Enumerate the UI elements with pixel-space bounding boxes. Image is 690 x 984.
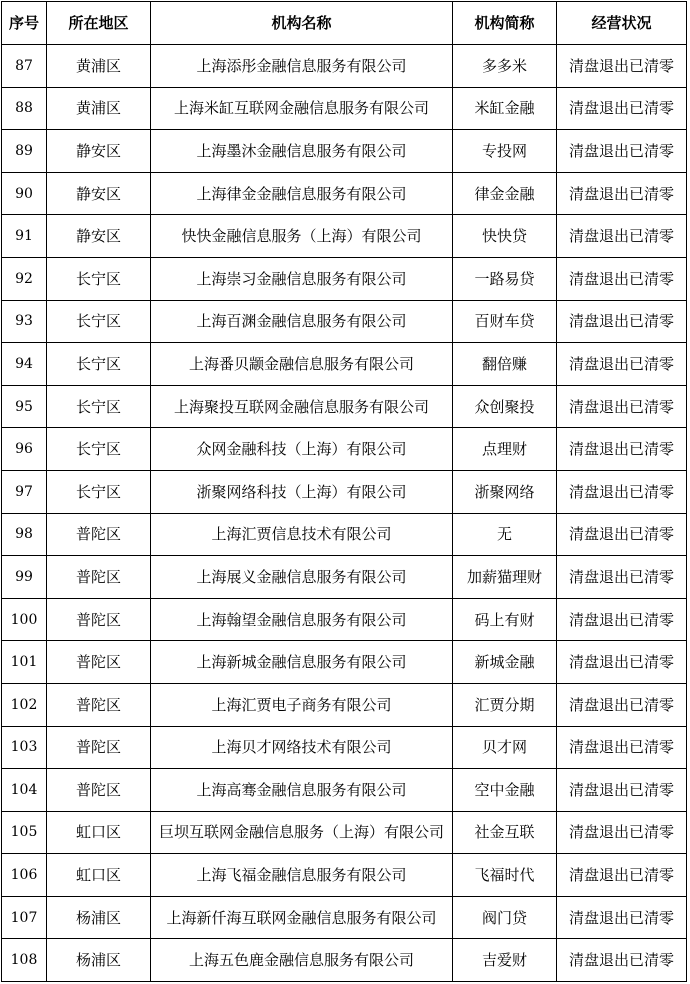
table-row (2, 939, 687, 982)
cell-status: 清盘退出已清零 (557, 896, 687, 939)
table-row (2, 896, 687, 939)
cell-short-name: 加薪猫理财 (453, 556, 557, 599)
cell-status: 清盘退出已清零 (557, 130, 687, 173)
cell-status: 清盘退出已清零 (557, 811, 687, 854)
cell-short-name: 众创聚投 (453, 385, 557, 428)
cell-short-name: 社金互联 (453, 811, 557, 854)
table-row (2, 470, 687, 513)
table-row (2, 215, 687, 258)
header-name: 机构名称 (151, 2, 453, 45)
cell-district: 黄浦区 (47, 87, 151, 130)
cell-name: 上海五色鹿金融信息服务有限公司 (151, 939, 453, 982)
cell-seq: 98 (2, 513, 47, 556)
cell-status: 清盘退出已清零 (557, 598, 687, 641)
cell-name: 上海墨沐金融信息服务有限公司 (151, 130, 453, 173)
cell-seq: 108 (2, 939, 47, 982)
cell-name: 快快金融信息服务（上海）有限公司 (151, 215, 453, 258)
cell-seq: 101 (2, 641, 47, 684)
header-district: 所在地区 (47, 2, 151, 45)
header-row (2, 2, 687, 45)
table-row (2, 257, 687, 300)
cell-seq: 106 (2, 854, 47, 897)
cell-seq: 88 (2, 87, 47, 130)
cell-seq: 89 (2, 130, 47, 173)
cell-seq: 87 (2, 45, 47, 88)
cell-district: 长宁区 (47, 343, 151, 386)
table-row (2, 854, 687, 897)
cell-status: 清盘退出已清零 (557, 726, 687, 769)
cell-district: 长宁区 (47, 470, 151, 513)
cell-status: 清盘退出已清零 (557, 172, 687, 215)
cell-district: 普陀区 (47, 683, 151, 726)
cell-name: 上海新城金融信息服务有限公司 (151, 641, 453, 684)
cell-name: 浙聚网络科技（上海）有限公司 (151, 470, 453, 513)
cell-status: 清盘退出已清零 (557, 641, 687, 684)
cell-name: 上海新仟海互联网金融信息服务有限公司 (151, 896, 453, 939)
cell-district: 普陀区 (47, 598, 151, 641)
cell-short-name: 米缸金融 (453, 87, 557, 130)
cell-name: 上海添彤金融信息服务有限公司 (151, 45, 453, 88)
institution-table (1, 1, 687, 982)
cell-short-name: 空中金融 (453, 769, 557, 812)
cell-short-name: 汇贾分期 (453, 683, 557, 726)
cell-status: 清盘退出已清零 (557, 45, 687, 88)
cell-district: 普陀区 (47, 726, 151, 769)
cell-short-name: 百财车贷 (453, 300, 557, 343)
cell-name: 上海贝才网络技术有限公司 (151, 726, 453, 769)
cell-district: 普陀区 (47, 769, 151, 812)
cell-short-name: 吉爱财 (453, 939, 557, 982)
cell-district: 黄浦区 (47, 45, 151, 88)
cell-status: 清盘退出已清零 (557, 428, 687, 471)
cell-status: 清盘退出已清零 (557, 470, 687, 513)
cell-status: 清盘退出已清零 (557, 854, 687, 897)
cell-district: 长宁区 (47, 300, 151, 343)
cell-name: 上海高骞金融信息服务有限公司 (151, 769, 453, 812)
cell-status: 清盘退出已清零 (557, 385, 687, 428)
cell-district: 杨浦区 (47, 939, 151, 982)
table-row (2, 45, 687, 88)
cell-district: 长宁区 (47, 257, 151, 300)
cell-name: 上海聚投互联网金融信息服务有限公司 (151, 385, 453, 428)
header-short-name: 机构简称 (453, 2, 557, 45)
cell-seq: 103 (2, 726, 47, 769)
cell-name: 众网金融科技（上海）有限公司 (151, 428, 453, 471)
table-row (2, 87, 687, 130)
cell-short-name: 翻倍赚 (453, 343, 557, 386)
cell-seq: 94 (2, 343, 47, 386)
cell-short-name: 无 (453, 513, 557, 556)
cell-short-name: 快快贷 (453, 215, 557, 258)
cell-name: 上海汇贾信息技术有限公司 (151, 513, 453, 556)
table-row (2, 513, 687, 556)
cell-short-name: 点理财 (453, 428, 557, 471)
table-row (2, 641, 687, 684)
cell-district: 杨浦区 (47, 896, 151, 939)
cell-short-name: 多多米 (453, 45, 557, 88)
header-status: 经营状况 (557, 2, 687, 45)
cell-name: 上海番贝颛金融信息服务有限公司 (151, 343, 453, 386)
cell-seq: 97 (2, 470, 47, 513)
cell-short-name: 码上有财 (453, 598, 557, 641)
cell-short-name: 一路易贷 (453, 257, 557, 300)
table-row (2, 726, 687, 769)
cell-short-name: 浙聚网络 (453, 470, 557, 513)
cell-district: 静安区 (47, 172, 151, 215)
cell-seq: 90 (2, 172, 47, 215)
cell-status: 清盘退出已清零 (557, 257, 687, 300)
cell-district: 长宁区 (47, 428, 151, 471)
cell-seq: 96 (2, 428, 47, 471)
cell-name: 上海百渊金融信息服务有限公司 (151, 300, 453, 343)
cell-name: 上海米缸互联网金融信息服务有限公司 (151, 87, 453, 130)
cell-status: 清盘退出已清零 (557, 300, 687, 343)
cell-name: 上海律金金融信息服务有限公司 (151, 172, 453, 215)
cell-short-name: 专投网 (453, 130, 557, 173)
cell-name: 上海翰望金融信息服务有限公司 (151, 598, 453, 641)
cell-name: 上海崇习金融信息服务有限公司 (151, 257, 453, 300)
table-row (2, 598, 687, 641)
cell-name: 上海飞福金融信息服务有限公司 (151, 854, 453, 897)
table-row (2, 683, 687, 726)
cell-seq: 99 (2, 556, 47, 599)
header-seq: 序号 (2, 2, 47, 45)
cell-short-name: 贝才网 (453, 726, 557, 769)
cell-short-name: 阀门贷 (453, 896, 557, 939)
cell-district: 虹口区 (47, 811, 151, 854)
table-row (2, 343, 687, 386)
cell-seq: 105 (2, 811, 47, 854)
cell-status: 清盘退出已清零 (557, 769, 687, 812)
cell-short-name: 飞福时代 (453, 854, 557, 897)
cell-seq: 100 (2, 598, 47, 641)
table-row (2, 428, 687, 471)
table-row (2, 130, 687, 173)
table-row (2, 769, 687, 812)
cell-district: 长宁区 (47, 385, 151, 428)
cell-district: 静安区 (47, 130, 151, 173)
cell-district: 虹口区 (47, 854, 151, 897)
table-row (2, 300, 687, 343)
cell-seq: 104 (2, 769, 47, 812)
cell-seq: 102 (2, 683, 47, 726)
cell-short-name: 律金金融 (453, 172, 557, 215)
cell-name: 巨坝互联网金融信息服务（上海）有限公司 (151, 811, 453, 854)
cell-district: 普陀区 (47, 556, 151, 599)
table-header (2, 2, 687, 45)
cell-name: 上海展义金融信息服务有限公司 (151, 556, 453, 599)
cell-seq: 92 (2, 257, 47, 300)
cell-status: 清盘退出已清零 (557, 343, 687, 386)
cell-status: 清盘退出已清零 (557, 683, 687, 726)
cell-name: 上海汇贾电子商务有限公司 (151, 683, 453, 726)
cell-district: 普陀区 (47, 641, 151, 684)
table-row (2, 385, 687, 428)
table-row (2, 172, 687, 215)
cell-seq: 91 (2, 215, 47, 258)
table-body (2, 45, 687, 982)
cell-district: 静安区 (47, 215, 151, 258)
cell-seq: 93 (2, 300, 47, 343)
cell-status: 清盘退出已清零 (557, 556, 687, 599)
table-row (2, 556, 687, 599)
cell-seq: 107 (2, 896, 47, 939)
cell-status: 清盘退出已清零 (557, 215, 687, 258)
cell-district: 普陀区 (47, 513, 151, 556)
table-row (2, 811, 687, 854)
cell-status: 清盘退出已清零 (557, 939, 687, 982)
cell-short-name: 新城金融 (453, 641, 557, 684)
cell-status: 清盘退出已清零 (557, 87, 687, 130)
cell-seq: 95 (2, 385, 47, 428)
cell-status: 清盘退出已清零 (557, 513, 687, 556)
